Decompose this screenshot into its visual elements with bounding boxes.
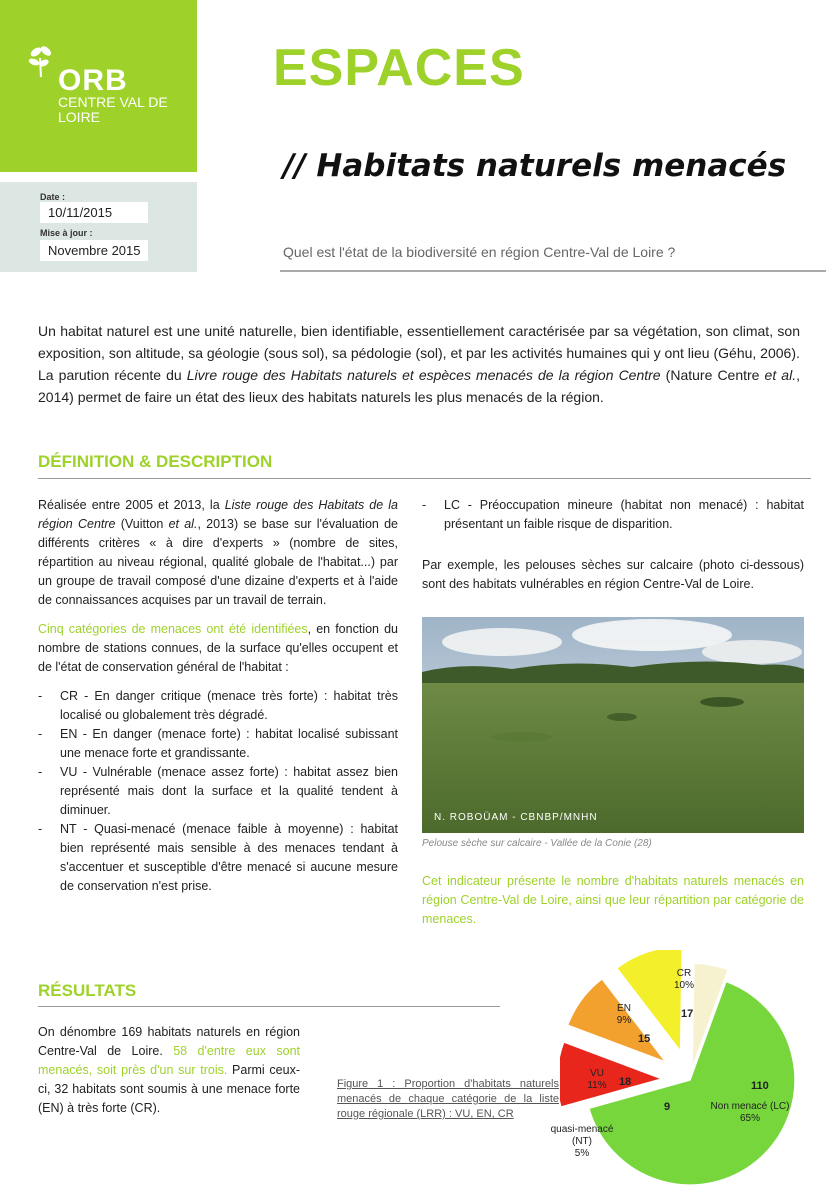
pie-value-nt: 9 — [664, 1101, 671, 1113]
pie-label-nt: quasi-menacé (NT) 5% — [550, 1124, 614, 1159]
def-p1-start: Réalisée entre 2005 et 2013, la — [38, 498, 225, 512]
definition-p1 — [38, 496, 398, 610]
intro-p2-cite: (Nature Centre — [660, 367, 765, 383]
photo-caption: Pelouse sèche sur calcaire - Vallée de la Conie (28) — [422, 838, 652, 849]
figure-caption: Figure 1 : Proportion d'habitats naturels menacés de chaque catégorie de la liste rouge régionale (LRR) : VU, EN, CR — [337, 1078, 559, 1120]
list-item: - NT - Quasi-menacé (menace faible à moyenne) : habitat bien représenté mais sensible à des menaces tendant à s'accentuer et susceptible d'être menacé si aucune mesure de conservation n'est prise. — [38, 820, 398, 896]
def-p2-rest: , en fonction du nombre de stations connues, de la surface qu'elles occupent et de l'état de conservation général de l'habitat : — [38, 622, 398, 674]
results-heading: RÉSULTATS — [38, 981, 137, 1000]
date-block — [0, 182, 197, 272]
pie-label-en: EN 9% — [616, 1003, 632, 1026]
def-p2-highlight: Cinq catégories de menaces ont été identifiées — [38, 622, 308, 636]
intro-p1: Un habitat naturel est une unité naturelle, bien identifiable, essentiellement caractérisée par sa végétation, son climat, son exposition, son altitude, sa géologie (sous sol), sa pédologie (sol), et par les activités humaines qui y ont lieu (Géhu, 2006). — [38, 323, 800, 361]
pie-value-cr: 17 — [681, 1008, 694, 1020]
definition-divider — [38, 478, 811, 479]
def-list-title: Liste rouge des Habitats de la région Centre — [38, 498, 398, 531]
logo-subtitle: CENTRE VAL DE LOIRE — [58, 94, 168, 125]
indicator-text: Cet indicateur présente le nombre d'habitats naturels menacés en région Centre-Val de Loire, ainsi que leur répartition par catégorie de menaces. — [422, 874, 804, 926]
lc-list — [422, 496, 804, 534]
results-highlight: 58 d'entre eux sont menacés, soit près d'un sur trois. — [38, 1044, 300, 1077]
pie-value-en: 15 — [638, 1033, 651, 1045]
intro-book-title: Livre rouge des Habitats naturels et espèces menacés de la région Centre — [186, 367, 661, 383]
photo-credit: N. ROBOÜAM - CBNBP/MNHN — [434, 812, 598, 823]
results-p1-end: Parmi ceux-ci, 32 habitats sont soumis à une menace forte (EN) à très forte (CR). — [38, 1063, 300, 1115]
intro-text — [38, 320, 800, 408]
update-value: Novembre 2015 — [40, 240, 148, 261]
date-label: Date : — [40, 192, 66, 202]
definition-left-column — [38, 496, 398, 896]
results-divider — [38, 1006, 500, 1007]
definition-heading: DÉFINITION & DESCRIPTION — [38, 452, 273, 471]
habitat-photo — [422, 617, 804, 833]
list-item: - LC - Préoccupation mineure (habitat non menacé) : habitat présentant un faible risque de disparition. — [422, 496, 804, 534]
results-p1-start: On dénombre 169 habitats naturels en région Centre-Val de Loire. — [38, 1025, 300, 1058]
intro-p2-end: , 2014) permet de faire un état des lieux des habitats naturels les plus menacés de la région. — [38, 367, 800, 405]
leaf-logo-icon — [28, 44, 54, 78]
page-subtitle: Quel est l'état de la biodiversité en région Centre-Val de Loire ? — [283, 244, 676, 260]
pie-label-vu: VU 11% — [587, 1068, 607, 1091]
definition-right-column — [422, 496, 804, 594]
list-item: - CR - En danger critique (menace très forte) : habitat très localisé ou globalement très dégradé. — [38, 687, 398, 725]
grassland-image — [422, 617, 804, 833]
intro-et-al: et al. — [764, 367, 797, 383]
def-p1-cite: (Vuitton — [115, 517, 169, 531]
pie-label-lc: Non menacé (LC) 65% — [710, 1101, 790, 1124]
intro-p2-start: La parution récente du — [38, 367, 187, 383]
date-value: 10/11/2015 — [40, 202, 148, 223]
def-p1-end: , 2013) se base sur l'évaluation de différents critères « à dire d'experts » (nombre de sites, répartition au niveau régional, qualité globale de l'habitat...) par un groupe de travail composé d'une dizaine d'experts et à l'aide de connaissances acquises par un travail de terrain. — [38, 517, 398, 607]
update-label: Mise à jour : — [40, 228, 93, 238]
page-title: // Habitats naturels menacés — [283, 148, 787, 184]
results-text — [38, 1023, 300, 1118]
list-item: - VU - Vulnérable (menace assez forte) : habitat assez bien représenté mais dont la surface et la qualité tendent à diminuer. — [38, 763, 398, 820]
pie-value-lc: 110 — [751, 1080, 769, 1092]
pie-value-vu: 18 — [619, 1076, 632, 1088]
pie-label-cr: CR 10% — [673, 968, 694, 991]
logo-block — [0, 0, 197, 172]
category-title: ESPACES — [273, 39, 525, 97]
threat-category-list — [38, 687, 398, 896]
logo-text: ORB — [58, 64, 128, 97]
subtitle-divider — [280, 270, 826, 272]
example-text: Par exemple, les pelouses sèches sur calcaire (photo ci-dessous) sont des habitats vulnérables en région Centre-Val de Loire. — [422, 558, 804, 591]
def-et-al: et al. — [168, 517, 198, 531]
definition-p2 — [38, 620, 398, 677]
list-item: - EN - En danger (menace forte) : habitat localisé subissant une menace forte et grandissante. — [38, 725, 398, 763]
